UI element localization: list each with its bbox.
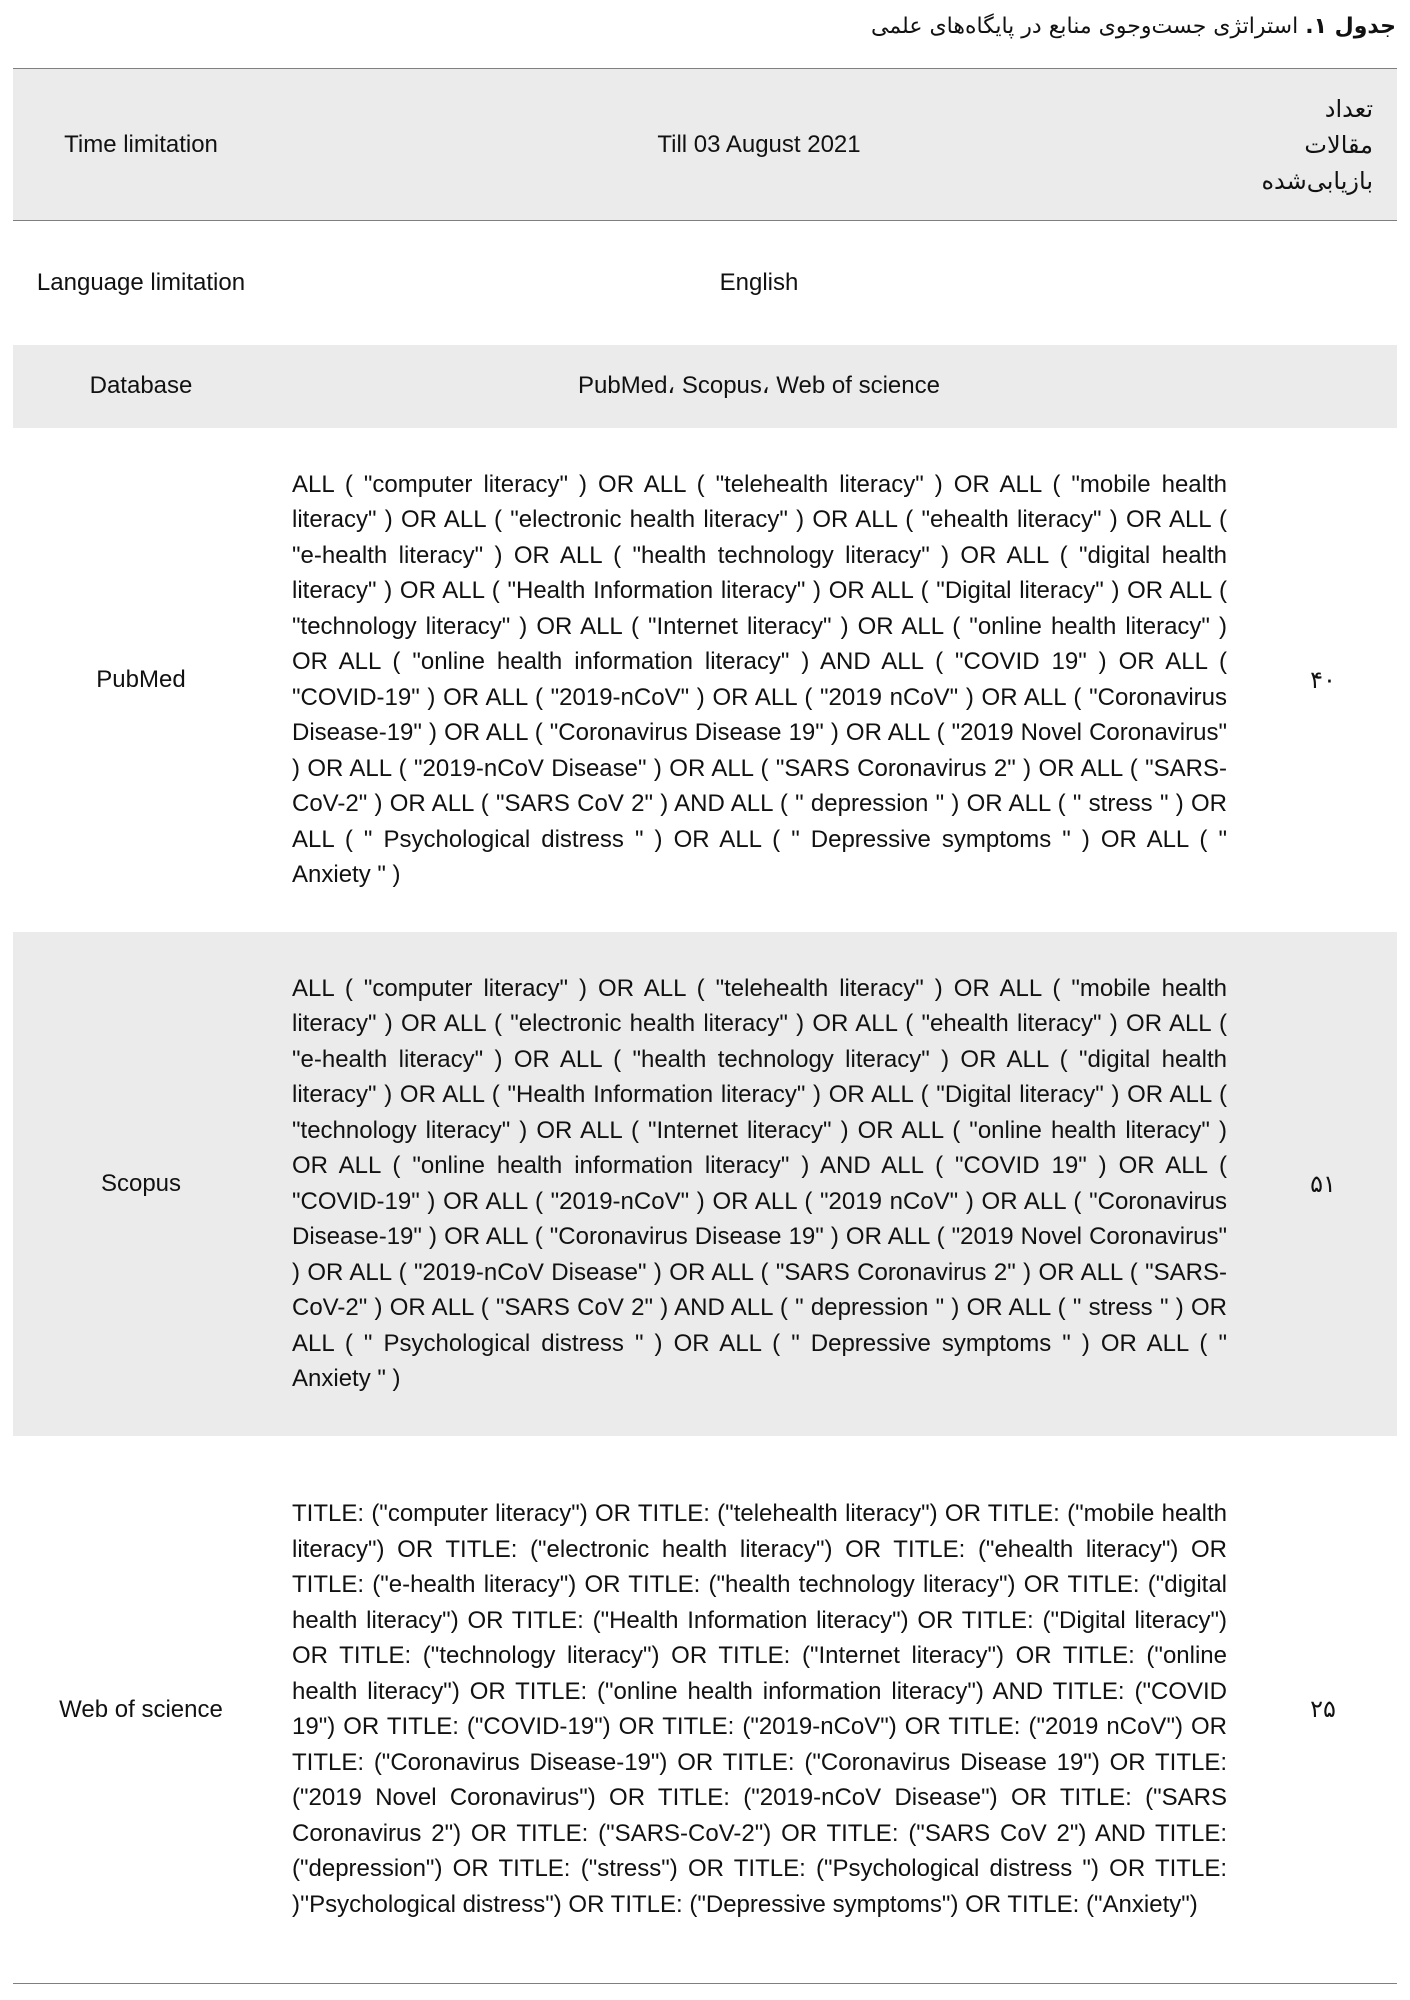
pubmed-count: ۴۰ [1310, 665, 1336, 694]
header-time-value: Till 03 August 2021 [269, 69, 1249, 221]
scopus-count: ۵۱ [1310, 1169, 1336, 1198]
wos-query: TITLE: ("computer literacy") OR TITLE: ("telehealth literacy") OR TITLE: ("mobile health literacy") OR TITLE: ("electronic health literacy") OR TITLE: ("ehealth literacy") OR TITLE: ("e-health literacy") OR TITLE: ("health technology literacy") OR TITLE: ("digital health literacy") OR TITLE: ("Health Information literacy") OR TITLE: ("Digital literacy") OR TITLE: ("technology literacy") OR TITLE: ("Internet literacy") OR TITLE: ("online health literacy") OR TITLE: ("online health information literacy") AND TITLE: ("COVID 19") OR TITLE: ("COVID-19") OR TITLE: ("2019-nCoV") OR TITLE: ("2019 nCoV") OR TITLE: ("Coronavirus Disease-19") OR TITLE: ("Coronavirus Disease 19") OR TITLE: ("2019 Novel Coronavirus") OR TITLE: ("2019-nCoV Disease") OR TITLE: ("SARS Coronavirus 2") OR TITLE: ("SARS-CoV-2") OR TITLE: ("SARS CoV 2") AND TITLE: ("depression") OR TITLE: ("stress") OR TITLE: ("Psychological distress ") OR TITLE: )''Psychological distress") OR TITLE: ("Depressive symptoms") OR TITLE: ("Anxiety") [292, 1500, 1227, 1918]
caption-text: استراتژی جست‌وجوی منابع در پایگاه‌های علمی [870, 14, 1299, 39]
search-strategy-table [13, 68, 1397, 1984]
pubmed-query: ALL ( "computer literacy" ) OR ALL ( "telehealth literacy" ) OR ALL ( "mobile health literacy" ) OR ALL ( "electronic health literacy" ) OR ALL ( "ehealth literacy" ) OR ALL ( "e-health literacy" ) OR ALL ( "health technology literacy" ) OR ALL ( "digital health literacy" ) OR ALL ( "Health Information literacy" ) OR ALL ( "Digital literacy" ) OR ALL ( "technology literacy" ) OR ALL ( "Internet literacy" ) OR ALL ( "online health literacy" ) OR ALL ( "online health information literacy" ) AND ALL ( "COVID 19" ) OR ALL ( "COVID-19" ) OR ALL ( "2019-nCoV" ) OR ALL ( "2019 nCoV" ) OR ALL ( "Coronavirus Disease-19" ) OR ALL ( "Coronavirus Disease 19" ) OR ALL ( "2019 Novel Coronavirus" ) OR ALL ( "2019-nCoV Disease" ) OR ALL ( "SARS Coronavirus 2" ) OR ALL ( "SARS-CoV-2" ) OR ALL ( "SARS CoV 2" ) AND ALL ( " depression " ) OR ALL ( " stress " ) OR ALL ( " Psychological distress " ) OR ALL ( " Depressive symptoms " ) OR ALL ( " Anxiety " ) [292, 470, 1227, 888]
scopus-query: ALL ( "computer literacy" ) OR ALL ( "telehealth literacy" ) OR ALL ( "mobile health literacy" ) OR ALL ( "electronic health literacy" ) OR ALL ( "ehealth literacy" ) OR ALL ( "e-health literacy" ) OR ALL ( "health technology literacy" ) OR ALL ( "digital health literacy" ) OR ALL ( "Health Information literacy" ) OR ALL ( "Digital literacy" ) OR ALL ( "technology literacy" ) OR ALL ( "Internet literacy" ) OR ALL ( "online health literacy" ) OR ALL ( "online health information literacy" ) AND ALL ( "COVID 19" ) OR ALL ( "COVID-19" ) OR ALL ( "2019-nCoV" ) OR ALL ( "2019 nCoV" ) OR ALL ( "Coronavirus Disease-19" ) OR ALL ( "Coronavirus Disease 19" ) OR ALL ( "2019 Novel Coronavirus" ) OR ALL ( "2019-nCoV Disease" ) OR ALL ( "SARS Coronavirus 2" ) OR ALL ( "SARS-CoV-2" ) OR ALL ( "SARS CoV 2" ) AND ALL ( " depression " ) OR ALL ( " stress " ) OR ALL ( " Psychological distress " ) OR ALL ( " Depressive symptoms " ) OR ALL ( " Anxiety " ) [292, 974, 1227, 1392]
database-value: PubMed، Scopus، Web of science [578, 372, 940, 400]
language-limitation-label: Language limitation [36, 269, 246, 297]
wos-label: Web of science [59, 1695, 223, 1723]
table-row [13, 221, 1397, 345]
table-caption [871, 14, 1396, 39]
table-row [13, 345, 1397, 428]
language-limitation-value: English [719, 269, 799, 297]
header-row [13, 69, 1397, 221]
table-row [13, 1436, 1397, 1984]
table-row [13, 428, 1397, 932]
wos-count: ۲۵ [1310, 1695, 1336, 1724]
header-time-limitation: Time limitation [13, 69, 269, 221]
caption-label: جدول ۱. [1305, 14, 1396, 39]
pubmed-label: PubMed [96, 665, 186, 693]
scopus-label: Scopus [100, 1169, 182, 1197]
empty-cell [1249, 345, 1397, 428]
empty-cell [1249, 221, 1397, 345]
table-row [13, 932, 1397, 1436]
database-label: Database [89, 372, 193, 400]
header-retrieved-count: تعداد مقالات بازیابی‌شده [1249, 69, 1397, 221]
